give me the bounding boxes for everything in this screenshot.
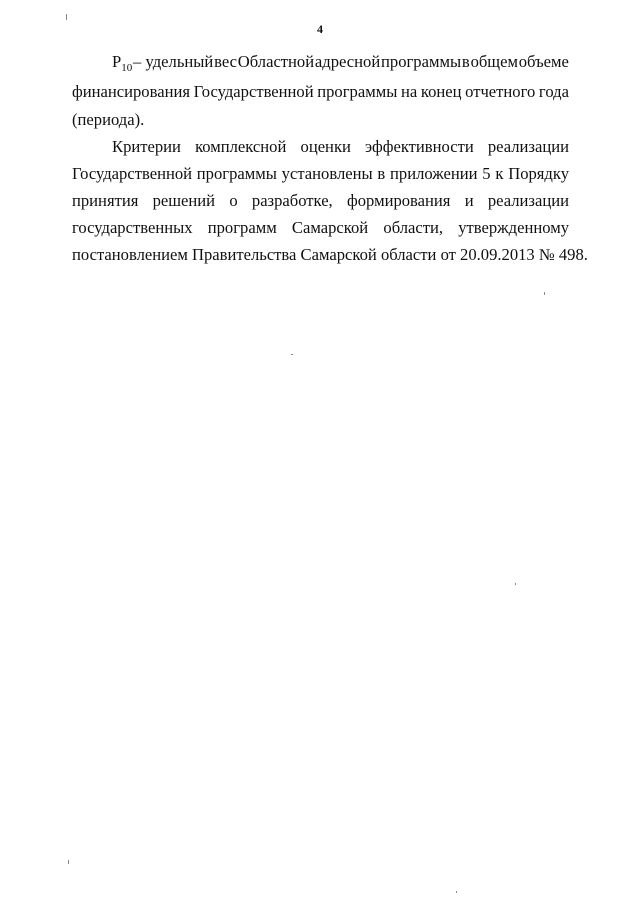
word: принятия [72,191,139,210]
word: о [229,191,238,210]
paragraph-2-line-2 [72,164,569,184]
word: эффективности [365,137,474,156]
word: Государственной [72,164,193,183]
word: программы [381,52,462,71]
word: утвержденному [458,218,569,237]
word: отчетного [465,82,536,101]
page-number: 4 [317,22,323,36]
formula-subscript: 10 [121,62,133,74]
word: разработке, [251,191,333,210]
scan-speck [456,891,457,893]
word: 5 [482,164,491,183]
paragraph-2-line-5: постановлением Правительства Самарской области от 20.09.2013 № 498. [72,245,588,264]
word: установлены [281,164,373,183]
word: финансирования [72,82,190,101]
word: Критерии [112,137,181,156]
word: объеме [518,52,569,71]
scan-speck [515,583,516,585]
word: – удельный [133,52,214,71]
word: адресной [314,52,381,71]
word: решений [152,191,216,210]
word: формирования [346,191,451,210]
word: к [495,164,504,183]
word: области, [383,218,444,237]
scan-speck [66,14,67,20]
scan-speck [291,354,293,355]
paragraph-1-line-1 [112,52,569,74]
formula-term-p10 [112,52,132,74]
word: и [464,191,474,210]
word: вес [214,52,237,71]
word: на [400,82,418,101]
paragraph-1-line-3: (периода). [72,110,145,129]
scan-speck [68,860,69,864]
word: реализации [487,191,569,210]
word: общем [470,52,518,71]
paragraph-2-line-1 [112,137,569,157]
word: государственных [72,218,193,237]
word: Государственной [193,82,314,101]
word: реализации [487,137,569,156]
paragraph-2-line-3 [72,191,569,211]
formula-symbol: P [112,52,122,71]
word: программы [317,82,398,101]
word: Самарской [291,218,369,237]
word: года [538,82,569,101]
word: в [377,164,386,183]
word: Областной [237,52,315,71]
word: приложении [390,164,478,183]
paragraph-2-line-4 [72,218,569,238]
word: программ [207,218,277,237]
word: комплексной [195,137,287,156]
word: в [461,52,470,71]
paragraph-1-line-2 [72,82,569,102]
word: конец [420,82,462,101]
word: оценки [300,137,351,156]
word: Порядку [508,164,569,183]
scan-speck [544,292,545,295]
word: программы [196,164,277,183]
